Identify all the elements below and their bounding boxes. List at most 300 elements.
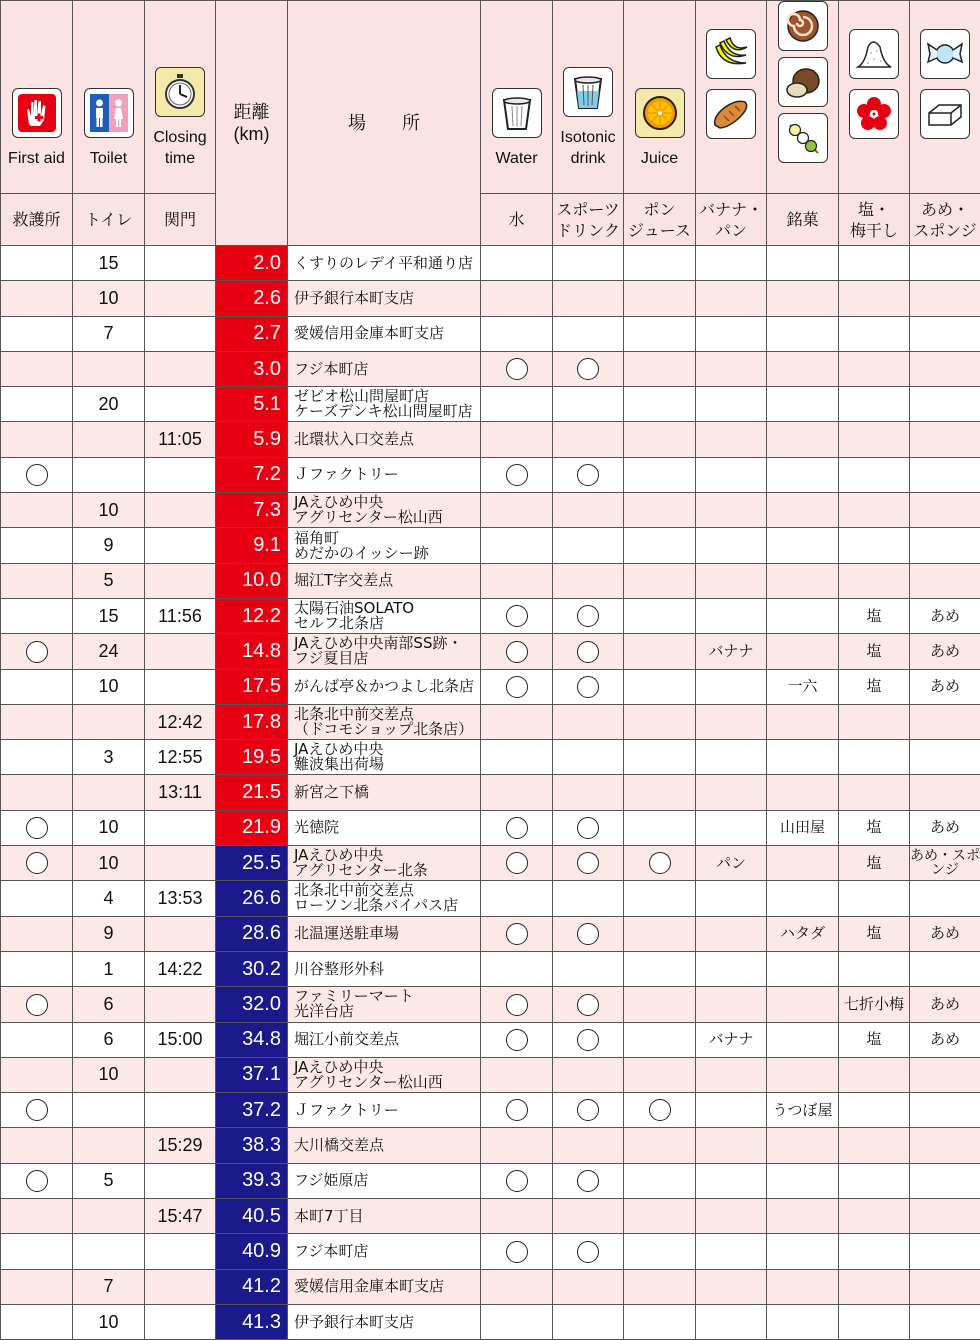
place-cell [288,1234,481,1269]
distance-cell: 21.5 [216,775,288,810]
water-cell [481,1093,553,1128]
isotonic-cell [553,987,624,1022]
closing-en-label-2: time [145,148,215,169]
header-place [288,1,481,246]
distance-cell: 40.9 [216,1234,288,1269]
place-cell [288,916,481,951]
candy-sponge-cell [910,1269,980,1304]
juice-cell [624,634,696,669]
isotonic-cell [553,669,624,704]
place-line: ゼビオ松山問屋町店 [294,389,480,404]
water-cell [481,810,553,845]
available-circle-icon [577,1241,599,1263]
manju-icon [778,57,828,107]
available-circle-icon [506,358,528,380]
sweets-cell [767,563,839,598]
salt-plum-cell: 塩 [839,598,910,633]
distance-cell: 25.5 [216,846,288,881]
water-cell [481,634,553,669]
place-line: 愛媛信用金庫本町支店 [294,1279,480,1294]
plum-icon [849,89,899,139]
salt-plum-cell [839,1304,910,1339]
toilet-cell: 10 [73,281,145,316]
table-row [1,493,980,528]
toilet-en-label: Toilet [73,148,144,169]
juice-cell [624,281,696,316]
distance-cell: 5.9 [216,422,288,457]
water-cell [481,1163,553,1198]
juice-cell [624,387,696,422]
closing-time-cell [145,246,216,281]
table-row [1,1304,980,1339]
juice-cell [624,775,696,810]
banana-bread-cell [696,775,767,810]
candy-sponge-cell [910,1234,980,1269]
toilet-icon [84,88,134,138]
place-line: 新宮之下橋 [294,785,480,800]
water-cell [481,704,553,739]
available-circle-icon [26,1170,48,1192]
candy-sponge-cell [910,316,980,351]
place-cell [288,281,481,316]
first-aid-cell [1,1304,73,1339]
distance-cell: 17.5 [216,669,288,704]
table-row [1,740,980,775]
salt-plum-cell [839,704,910,739]
place-line: 太陽石油SOLATO [294,601,480,616]
place-line: くすりのレデイ平和通り店 [294,256,480,271]
closing-time-cell [145,916,216,951]
banana-bread-cell [696,281,767,316]
available-circle-icon [506,641,528,663]
first-aid-cell [1,598,73,633]
sweets-cell [767,1022,839,1057]
closing-time-cell [145,1057,216,1092]
distance-cell: 41.3 [216,1304,288,1339]
table-row [1,246,980,281]
toilet-cell: 20 [73,387,145,422]
juice-cell [624,1163,696,1198]
sweets-cell [767,493,839,528]
header-water [481,1,553,194]
table-row [1,1199,980,1234]
place-line: フジ夏目店 [294,651,480,666]
available-circle-icon [577,852,599,874]
place-line: アグリセンター北条 [294,863,480,878]
toilet-cell [73,704,145,739]
juice-cell [624,1128,696,1163]
header-candy-jp [910,194,980,246]
candy-sponge-cell [910,775,980,810]
distance-cell: 28.6 [216,916,288,951]
water-cell [481,246,553,281]
toilet-cell [73,1199,145,1234]
juice-cell [624,1022,696,1057]
sweets-cell [767,246,839,281]
candy-sponge-cell: あめ・スポンジ [910,846,980,881]
place-cell [288,457,481,492]
closing-time-cell: 15:47 [145,1199,216,1234]
sweets-cell: 山田屋 [767,810,839,845]
candy-sponge-cell [910,704,980,739]
banana-bread-cell [696,1199,767,1234]
place-line: 伊予銀行本町支店 [294,291,480,306]
first-aid-cell [1,528,73,563]
water-cell [481,351,553,386]
first-aid-cell [1,457,73,492]
sweets-cell [767,846,839,881]
place-cell [288,246,481,281]
first-aid-cell [1,351,73,386]
juice-cell [624,1199,696,1234]
table-row [1,316,980,351]
distance-cell: 2.7 [216,316,288,351]
place-cell [288,1057,481,1092]
water-cell [481,281,553,316]
closing-time-cell: 13:53 [145,881,216,916]
place-line: フジ本町店 [294,1244,480,1259]
candy-sponge-cell [910,740,980,775]
place-cell [288,1128,481,1163]
isotonic-cell [553,951,624,986]
banana-bread-cell [696,916,767,951]
orange-slice-icon [635,88,685,138]
place-line: 川谷整形外科 [294,962,480,977]
distance-cell: 7.2 [216,457,288,492]
candy-sponge-cell [910,563,980,598]
table-row [1,916,980,951]
salt-icon [849,29,899,79]
isotonic-cell [553,1269,624,1304]
sweets-cell [767,775,839,810]
first-aid-cell [1,387,73,422]
table-row [1,881,980,916]
place-line: がんば亭＆かつよし北条店 [294,679,480,694]
place-line: JAえひめ中央 [294,495,480,510]
distance-cell: 17.8 [216,704,288,739]
place-line: 難波集出荷場 [294,757,480,772]
isotonic-cell [553,493,624,528]
banana-bread-cell [696,422,767,457]
banana-bread-cell [696,563,767,598]
place-line: JAえひめ中央 [294,848,480,863]
candy-sponge-cell [910,881,980,916]
place-line: アグリセンター松山西 [294,510,480,525]
available-circle-icon [577,1029,599,1051]
toilet-cell [73,351,145,386]
first-aid-cell [1,1269,73,1304]
sweets-cell: ハタダ [767,916,839,951]
toilet-cell: 7 [73,316,145,351]
candy-sponge-cell [910,422,980,457]
banana-bread-cell [696,704,767,739]
salt-plum-cell [839,951,910,986]
first-aid-cell [1,493,73,528]
water-cell [481,528,553,563]
toilet-cell: 6 [73,1022,145,1057]
juice-cell [624,1269,696,1304]
header-closing-jp: 関門 [145,194,216,246]
banana-bread-cell [696,457,767,492]
juice-cell [624,351,696,386]
place-line: 伊予銀行本町支店 [294,1315,480,1330]
isotonic-cell [553,704,624,739]
candy-sponge-cell: あめ [910,916,980,951]
header-row-jp [1,194,980,246]
water-cell [481,387,553,422]
salt-plum-cell [839,1093,910,1128]
isotonic-cell [553,563,624,598]
first-aid-cell [1,563,73,598]
toilet-cell: 10 [73,493,145,528]
place-line: フジ姫原店 [294,1173,480,1188]
candy-sponge-cell [910,351,980,386]
juice-cell [624,422,696,457]
banana-bread-cell [696,987,767,1022]
banana-bread-cell [696,316,767,351]
table-row [1,281,980,316]
isotonic-jp-2: ドリンク [553,220,623,241]
distance-cell: 30.2 [216,951,288,986]
first-aid-en-label: First aid [1,148,72,169]
place-cell [288,1022,481,1057]
banana-bread-cell [696,1163,767,1198]
sweets-cell [767,387,839,422]
candy-sponge-cell [910,246,980,281]
first-aid-cell [1,1199,73,1234]
isotonic-cell [553,1093,624,1128]
distance-cell: 32.0 [216,987,288,1022]
juice-cell [624,457,696,492]
juice-cell [624,1304,696,1339]
aid-station-rows [1,246,980,1340]
header-row-en [1,1,980,194]
salt-plum-cell: 塩 [839,846,910,881]
toilet-cell [73,1234,145,1269]
distance-label: 距離 [216,101,287,123]
header-first-aid [1,1,73,194]
header-juice-jp [624,194,696,246]
distance-cell: 37.1 [216,1057,288,1092]
banana-bread-cell [696,1057,767,1092]
water-cell [481,1128,553,1163]
closing-time-cell: 11:05 [145,422,216,457]
place-cell [288,740,481,775]
banana-icon [706,29,756,79]
first-aid-cell [1,987,73,1022]
first-aid-cell [1,316,73,351]
water-cell [481,881,553,916]
sweets-cell [767,1269,839,1304]
first-aid-hand-icon [12,88,62,138]
candy-sponge-cell: あめ [910,1022,980,1057]
place-line: 北条北中前交差点 [294,883,480,898]
banana-bread-cell [696,1128,767,1163]
available-circle-icon [26,994,48,1016]
juice-cell [624,810,696,845]
header-toilet [73,1,145,194]
available-circle-icon [26,1099,48,1121]
juice-cell [624,1057,696,1092]
isotonic-cell [553,316,624,351]
salt-jp-2: 梅干し [839,220,909,241]
place-line: セルフ北条店 [294,616,480,631]
place-cell [288,1304,481,1339]
isotonic-cell [553,740,624,775]
isotonic-cell [553,246,624,281]
table-row [1,951,980,986]
salt-plum-cell: 塩 [839,810,910,845]
place-line: JAえひめ中央 [294,1060,480,1075]
header-juice [624,1,696,194]
table-row [1,1093,980,1128]
first-aid-cell [1,951,73,986]
isotonic-cell [553,1199,624,1234]
available-circle-icon [506,1241,528,1263]
salt-plum-cell [839,1269,910,1304]
stopwatch-icon [155,67,205,117]
closing-time-cell [145,669,216,704]
available-circle-icon [577,605,599,627]
place-cell [288,1093,481,1128]
first-aid-cell [1,881,73,916]
water-en-label: Water [481,148,552,169]
banana-jp-1: バナナ・ [696,199,766,220]
closing-time-cell [145,1304,216,1339]
available-circle-icon [506,817,528,839]
isotonic-cell [553,916,624,951]
banana-jp-2: パン [696,220,766,241]
candy-sponge-cell [910,1304,980,1339]
available-circle-icon [506,1170,528,1192]
banana-bread-cell [696,598,767,633]
available-circle-icon [577,1099,599,1121]
header-salt-plum [839,1,910,194]
closing-time-cell: 12:55 [145,740,216,775]
available-circle-icon [506,923,528,945]
place-line: ケーズデンキ松山問屋町店 [294,404,480,419]
sweets-cell: うつぼ屋 [767,1093,839,1128]
sweets-cell [767,1128,839,1163]
juice-cell [624,528,696,563]
first-aid-cell [1,1128,73,1163]
isotonic-en-label-2: drink [553,148,623,169]
toilet-cell: 10 [73,1304,145,1339]
distance-unit: (km) [216,123,287,145]
closing-time-cell [145,351,216,386]
sweets-cell [767,316,839,351]
place-cell [288,951,481,986]
closing-time-cell: 15:00 [145,1022,216,1057]
candy-jp-2: スポンジ [910,220,980,241]
distance-cell: 37.2 [216,1093,288,1128]
place-line: 北温運送駐車場 [294,926,480,941]
roll-cake-icon [778,1,828,51]
candy-sponge-cell: あめ [910,598,980,633]
place-cell [288,1199,481,1234]
place-cell [288,881,481,916]
banana-bread-cell [696,1269,767,1304]
closing-en-label-1: Closing [145,127,215,148]
juice-cell [624,704,696,739]
water-cell [481,316,553,351]
salt-plum-cell [839,775,910,810]
closing-time-cell [145,846,216,881]
place-line: JAえひめ中央南部SS跡・ [294,636,480,651]
sweets-cell [767,1163,839,1198]
banana-bread-cell: パン [696,846,767,881]
place-cell [288,422,481,457]
place-cell [288,528,481,563]
sweets-cell [767,740,839,775]
isotonic-cell [553,281,624,316]
distance-cell: 40.5 [216,1199,288,1234]
header-candy-sponge [910,1,980,194]
water-cell [481,598,553,633]
place-cell [288,987,481,1022]
banana-bread-cell [696,246,767,281]
banana-bread-cell [696,493,767,528]
water-cell [481,846,553,881]
toilet-cell [73,1128,145,1163]
place-line: 北条北中前交差点 [294,707,480,722]
distance-cell: 10.0 [216,563,288,598]
closing-time-cell [145,1093,216,1128]
candy-sponge-cell [910,528,980,563]
candy-sponge-cell [910,1199,980,1234]
table-row [1,1057,980,1092]
toilet-cell: 3 [73,740,145,775]
available-circle-icon [506,1029,528,1051]
header-first-aid-jp: 救護所 [1,194,73,246]
salt-plum-cell [839,1163,910,1198]
place-line: 光洋台店 [294,1004,480,1019]
isotonic-cell [553,598,624,633]
candy-sponge-cell [910,281,980,316]
sweets-cell [767,881,839,916]
distance-cell: 26.6 [216,881,288,916]
first-aid-cell [1,669,73,704]
salt-plum-cell [839,351,910,386]
banana-bread-cell [696,810,767,845]
water-cell [481,457,553,492]
isotonic-cup-icon [563,67,613,117]
water-cup-icon [492,88,542,138]
header-water-jp: 水 [481,194,553,246]
place-cell [288,810,481,845]
salt-plum-cell: 七折小梅 [839,987,910,1022]
sweets-cell [767,422,839,457]
place-cell [288,563,481,598]
place-cell [288,1269,481,1304]
toilet-cell: 9 [73,916,145,951]
table-row [1,704,980,739]
header-distance [216,1,288,246]
water-cell [481,422,553,457]
sweets-cell [767,1199,839,1234]
water-cell [481,1304,553,1339]
header-isotonic-jp [553,194,624,246]
isotonic-cell [553,1057,624,1092]
salt-plum-cell [839,528,910,563]
candy-sponge-cell: あめ [910,987,980,1022]
toilet-cell: 24 [73,634,145,669]
toilet-cell: 4 [73,881,145,916]
available-circle-icon [577,994,599,1016]
bread-icon [706,89,756,139]
closing-time-cell: 12:42 [145,704,216,739]
distance-cell: 39.3 [216,1163,288,1198]
